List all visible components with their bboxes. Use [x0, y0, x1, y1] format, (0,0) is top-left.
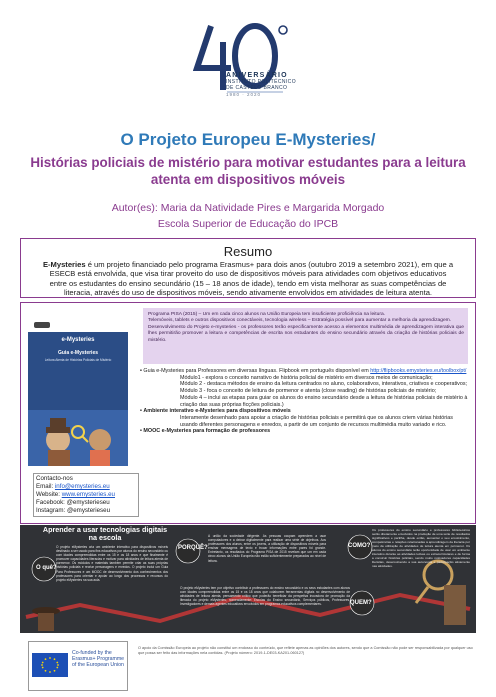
resumo-heading: Resumo: [223, 244, 273, 259]
module-3: Módulo 3 - foca o conceito de leitura de pormenor e atenta (close reading) de histórias policiais de mistério;: [180, 388, 437, 395]
detective-silhouette-icon: [32, 607, 60, 631]
guide-bullet-1: [140, 368, 470, 375]
book-subtitle: Leitura Atenta de Histórias Policiais de Mistério: [44, 358, 112, 362]
institution-line-1: INSTITUTO POLITÉCNICO: [226, 79, 296, 85]
resumo-text: [40, 260, 456, 298]
contacts-email: [36, 483, 136, 491]
book-guide-title: Guia e-Mysteries: [57, 350, 99, 356]
pisa-line-1: Programa PISA (2015) – Um em cada cinco alunos na União Europeia tem insuficiente proficiência na leitura.: [148, 312, 386, 317]
disclaimer-text: O apoio da Comissão Europeia ao projeto não constitui um endosso do conteúdo, que reflete apenas as opiniões dos autores, sendo que a Comissão não pode ser responsabilizada por qualquer uso que possa ser feito das informações nela contidas. (Projeto número: 2019-1-DE03-KA201-060127): [138, 646, 473, 655]
contacts-instagram: Instagram: @emysterieseu: [36, 507, 111, 514]
school-line: Escola Superior de Educação do IPCB: [157, 218, 339, 230]
resumo-body: é um projeto financiado pelo programa Erasmus+ para dois anos (outubro 2019 a setembro 2021), em que a ESECB está envolvida, que visa tirar proveito do uso de dispositivos móveis para atividades com objetivos educativos entre os estudantes do ensino secundário (15 – 18 anos de idade), tendo em vista melhorar as suas competências de literacia, através do uso de dispositivos móveis, sendo ativamente envolvidos em atividades de leitura atenta.: [49, 260, 454, 298]
contacts-heading: Contacto-nos: [36, 475, 73, 482]
poster-title: O Projeto Europeu E-Mysteries/: [120, 130, 376, 149]
contacts-box: [33, 473, 139, 517]
book-brand: e-Mysteries: [61, 337, 95, 343]
flipbook-link[interactable]: http://flipbooks.emysteries.eu/toolbox/pt/: [370, 368, 467, 374]
detective-illustration-icon: [28, 410, 128, 466]
module-4: Módulo 4 – inclui as etapas para guiar os alunos do ensino secundário desde a leitura de histórias policiais de mistério à criação das suas próprias ficções policiais.): [180, 394, 468, 408]
project-name: E-Mysteries: [42, 260, 86, 269]
pisa-line-3: Desenvolvimento do Projeto e-mysteries - os professores terão especificamente acesso a elementos multimédia de aprendizagem interativa que lhes permitirão promover a leitura e competências de escrita nos estudantes do ensino secundário através da criação de histórias policiais de mistério.: [148, 324, 464, 343]
book-logo-icon: [34, 322, 50, 328]
anniversary-block: [226, 72, 316, 97]
website-link[interactable]: www.emysteries.eu: [61, 491, 115, 498]
email-link[interactable]: info@emysteries.eu: [54, 483, 110, 490]
website-label: Website:: [36, 491, 62, 498]
eu-flag-icon: [32, 653, 68, 677]
tag-porque: PORQUÊ?: [178, 545, 208, 551]
eu-cofunded-text: Co-funded by the Erasmus+ Programme of the European Union: [72, 650, 125, 669]
guide-bullet-2: [140, 408, 470, 415]
guide-bullet-3-title: MOOC e-Mysteries para formação de professores: [143, 428, 271, 435]
module-2: Módulo 2 - destaca métodos de ensino da leitura centrados no aluno, colaborativos, interativos, criativos e cooperativos;: [180, 381, 468, 388]
banner-quem-text: O projeto eMysteries tem por objetivo contribuir a professores do ensino secundário e os seus estudantes com alunos com idades compreendidas entre os 15 e os 18 anos que colaborem ferramentas digitais no desenvolvimento de atividades de leitura atenta, pensamento crítico que poderão beneficiar da perspetiva inovadora de promoção da literacia do projeto eMysteries, nomeadamente: Escolas do Ensino secundário, Serviços públicos, Professores, Investigadores e demais agentes educativos envolvidos em programas educativos complementares.: [180, 586, 350, 607]
banner-heading: Aprender a usar tecnologias digitais na escola: [42, 525, 168, 543]
guide-bullet-3: [140, 428, 470, 435]
bullet-dot-icon: •: [140, 408, 142, 415]
magnifier-detective-icon: [416, 561, 466, 625]
bullet-dot-icon: •: [140, 428, 142, 435]
poster-subtitle: Histórias policiais de mistério para motivar estudantes para a leitura atenta em dispositivos móveis: [30, 155, 466, 187]
banner-porque-text: A união da sociedade dirigente. As pessoas ocupam aprendem a usar computadores e a deixar digitalmente para realizar uma série de objetivos. Aos professores dos alunos, entre os jovens, a utilização de dispositivos móveis para ensinar mensagens de texto e trocar informações entre pares foi grande. Entretanto, os resultados do Programa PISA de 2015 revelam que um em cada cinco alunos da União Europeia não estão suficientemente preparados ao nível de leitura.: [208, 534, 326, 563]
guide-bullet-2-title: Ambiente interativo e-Mysteries para dispositivos móveis: [143, 408, 291, 415]
pisa-text: [148, 312, 464, 344]
guide-bullet-1-text: Guia e-Mysteries para Professores em diversas línguas. Flipbook em português disponível em: [143, 368, 369, 374]
porque-bubble-icon: [176, 539, 200, 563]
guide-list: [140, 368, 470, 435]
guide-bullet-2-text: Interamente desenhado para apoiar a criação de histórias policiais e permitirá que os alunos criem várias histórias usando diferentes personagens e enredos, a partir de um conjunto de recursos multimédia muito variado e rico.: [180, 414, 453, 428]
banner-oque-text: O projeto eMysteries cria um ambiente interativo para dispositivos móveis destinado a ser usado para fins educativos por alunos do ensino secundário ou com idades compreendidas entre os 15 e os 18 anos e que finalmente é promover capacidades literacias e motivar para atividades de leitura atenta de pormenor. Os módulos e materiais também permite criar as suas próprias histórias policiais e recriar personagens e enredos. O projeto inclui um Guia Para Professores e um MOOC de desenvolvimento dos conhecimentos dos professores para orientar e apoiar ao longo dos processos e recursos do projeto eMysteries na sua aula.: [56, 545, 168, 582]
bullet-dot-icon: •: [140, 368, 142, 374]
banner-como-text: Os professores do ensino secundário e professores bibliotecários serão diretamente envolvidos na produção de uma série de resultados significativos e partilha, desde então, aumentar o seu envolvimento, competências e relações relacionadas à aprendizagem da literacia por meio da utilização de atividades de leitura atenta em pormenor. Os alunos do ensino secundário terão oportunidade de usar um ambiente interativo durante as atividades letivas ou extracurriculares e de forma a construir histórias policiais, sendo muito motivadores capacidades literárias, desenvolvendo a sua autonomia e participação ativamente nas atividades.: [372, 528, 470, 568]
institution-line-2: DE CASTELO BRANCO: [226, 85, 288, 91]
contacts-website: [36, 491, 136, 499]
pisa-line-2: Telemóveis, tablets e outros dispositivos conectáveis, tecnologia wireless – Estratégia possível para aumentar a melhoria da aprendizagem.: [148, 318, 452, 324]
authors-line: Autor(es): Maria da Natividade Pires e Margarida Morgado: [111, 202, 385, 214]
email-label: Email:: [36, 483, 55, 490]
tag-como: COMO?: [348, 543, 371, 549]
tag-quem: QUEM?: [350, 600, 372, 606]
tag-oque: O quê?: [36, 565, 57, 571]
anniversary-years: 1980 · 2020: [226, 92, 262, 97]
anniversary-word: ANIVERSÁRIO: [226, 72, 288, 79]
contacts-facebook: Facebook: @emysterieseu: [36, 499, 110, 506]
module-1: Módulo1 - explora o conceito narrativo de história policial de mistério em diversos meios de comunicação;: [180, 374, 433, 381]
